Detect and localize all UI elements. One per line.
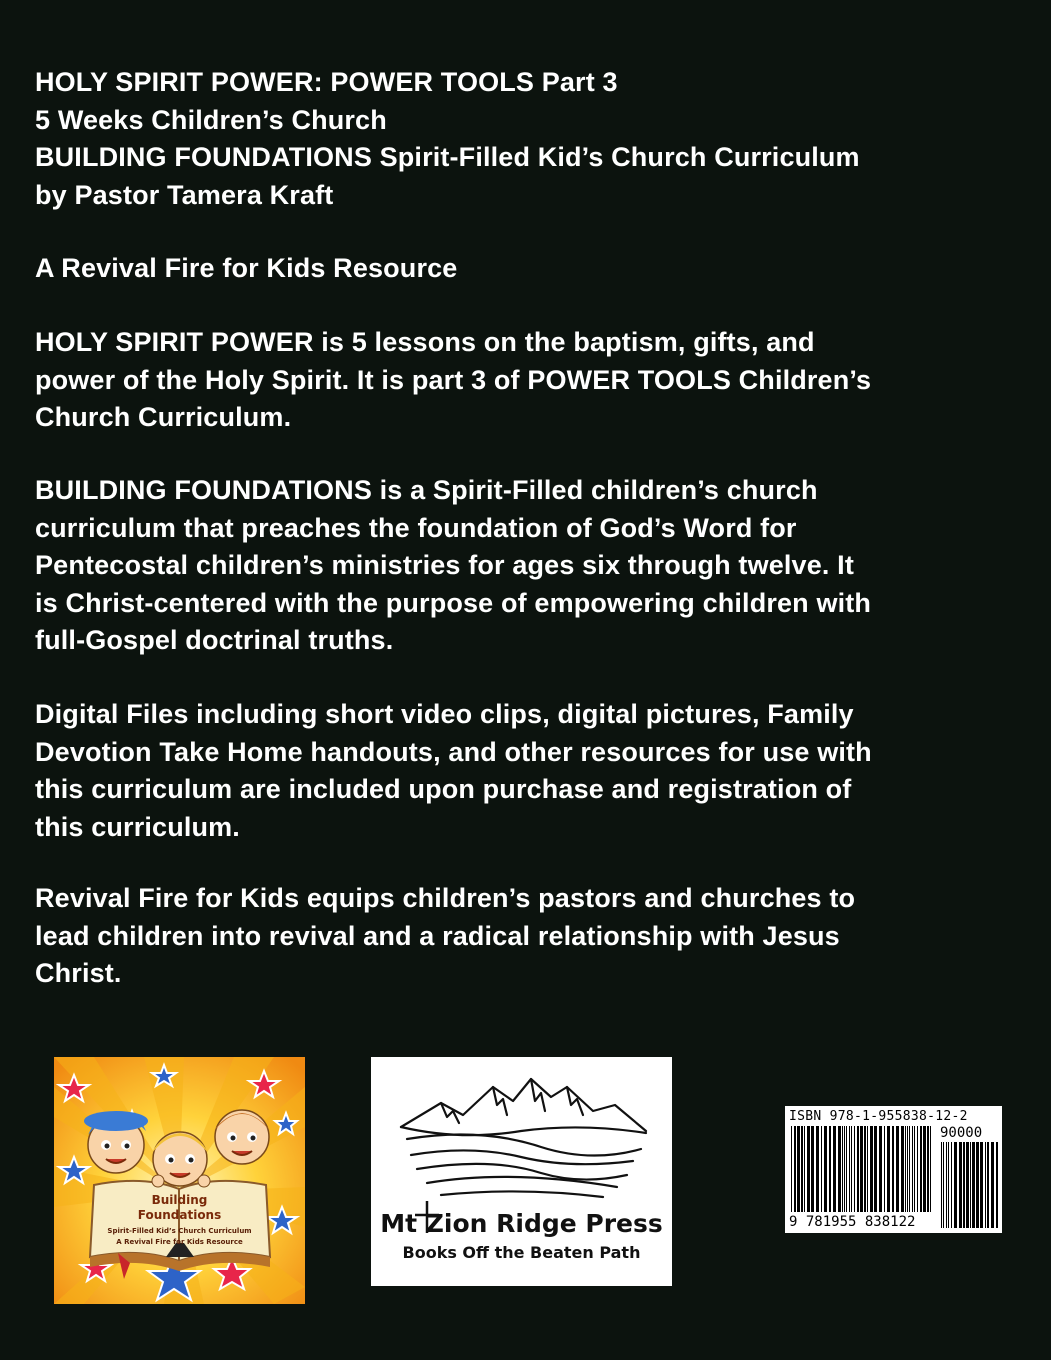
publisher-tagline: Books Off the Beaten Path	[402, 1243, 641, 1262]
barcode-bar	[838, 1126, 841, 1212]
barcode-bar	[946, 1142, 947, 1228]
barcode-bar	[811, 1126, 814, 1212]
paragraph-line: is Christ-centered with the purpose of empowering children with	[35, 587, 872, 618]
barcode-bar	[901, 1126, 904, 1212]
barcode-bar	[829, 1126, 831, 1212]
barcode-bar	[920, 1126, 922, 1212]
paragraph-holy-spirit-power	[35, 324, 1025, 437]
barcode-bar	[884, 1126, 885, 1212]
paragraph-line: this curriculum are included upon purchase and registration of	[35, 774, 852, 804]
barcode-bar	[980, 1142, 983, 1228]
barcode-bar	[824, 1126, 827, 1212]
barcode-bar	[874, 1126, 877, 1212]
subtitle-line: 5 Weeks Children’s Church	[35, 104, 387, 135]
barcode-bar	[851, 1126, 852, 1212]
bf-subtitle-line2: A Revival Fire for Kids Resource	[116, 1238, 243, 1246]
paragraph-line: Devotion Take Home handouts, and other resources for use with	[35, 736, 872, 767]
barcode-bar	[972, 1142, 975, 1228]
barcode-bar	[985, 1142, 986, 1228]
barcode-bar	[864, 1126, 866, 1212]
barcode-bar	[966, 1142, 969, 1228]
barcode-bar	[842, 1126, 843, 1212]
paragraph-line: Church Curriculum.	[35, 402, 292, 432]
barcode-bar	[909, 1126, 910, 1212]
barcode-bar	[976, 1142, 979, 1228]
paragraph-line: Digital Files including short video clips, digital pictures, Family	[35, 699, 854, 729]
bf-title-line2: Foundations	[137, 1208, 222, 1222]
barcode-bar	[844, 1126, 845, 1212]
barcode-bar	[887, 1126, 890, 1212]
publisher-logo	[371, 1057, 672, 1286]
author-line: by Pastor Tamera Kraft	[35, 179, 334, 210]
bf-title-line1: Building	[151, 1193, 208, 1207]
barcode-bar	[959, 1142, 962, 1228]
barcode-bar	[914, 1126, 915, 1212]
barcode-bar	[870, 1126, 873, 1212]
paragraph-line: HOLY SPIRIT POWER is 5 lessons on the baptism, gifts, and	[35, 327, 815, 357]
barcode-bar	[821, 1126, 822, 1212]
barcode-bar	[991, 1142, 994, 1228]
barcode-bar	[797, 1126, 800, 1212]
paragraph-digital-files	[35, 696, 1025, 846]
barcode-bar	[791, 1126, 792, 1212]
barcode-bar	[970, 1142, 971, 1228]
barcode-bar	[867, 1126, 868, 1212]
barcode-bar	[923, 1126, 926, 1212]
barcode-bar	[807, 1126, 810, 1212]
barcode-bar	[954, 1142, 957, 1228]
barcode-bar	[860, 1126, 863, 1212]
building-foundations-logo	[54, 1057, 305, 1304]
barcode-bar	[987, 1142, 989, 1228]
barcode-bar	[794, 1126, 796, 1212]
barcode-bar	[951, 1142, 952, 1228]
bf-subtitle-line1: Spirit-Filled Kid’s Church Curriculum	[107, 1227, 252, 1235]
title-line: HOLY SPIRIT POWER: POWER TOOLS Part 3	[35, 67, 618, 97]
barcode-bar	[930, 1126, 931, 1212]
barcode-bar	[879, 1126, 882, 1212]
barcode-bar	[917, 1126, 918, 1212]
building-foundations-artwork	[54, 1057, 305, 1304]
paragraph-revival-fire	[35, 880, 1025, 993]
barcode-bar	[816, 1126, 819, 1212]
barcode-bar	[905, 1126, 906, 1212]
barcode-bar	[996, 1142, 998, 1228]
barcode-bar	[801, 1126, 803, 1212]
barcode-bar	[943, 1142, 944, 1228]
paragraph-line: Pentecostal children’s ministries for ages six through twelve. It	[35, 550, 854, 580]
isbn-barcode	[785, 1106, 1002, 1233]
paragraph-line: BUILDING FOUNDATIONS is a Spirit-Filled children’s church	[35, 475, 818, 505]
barcode-bar	[857, 1126, 859, 1212]
barcode-bar	[892, 1126, 894, 1212]
title-block	[35, 64, 1025, 214]
barcode-bar	[804, 1126, 805, 1212]
barcode-bar	[948, 1142, 949, 1228]
paragraph-line: lead children into revival and a radical relationship with Jesus	[35, 920, 840, 951]
isbn-addon-digits: 90000	[940, 1125, 983, 1141]
barcode-bar	[927, 1126, 929, 1212]
publisher-name: Mt Zion Ridge Press	[380, 1209, 663, 1238]
series-line: BUILDING FOUNDATIONS Spirit-Filled Kid’s Church Curriculum	[35, 142, 860, 172]
barcode-bar	[912, 1126, 913, 1212]
barcode-bar	[896, 1126, 899, 1212]
paragraph-building-foundations	[35, 472, 1025, 660]
barcode-bar	[963, 1142, 965, 1228]
isbn-ean-digits: 9 781955 838122	[789, 1214, 916, 1230]
paragraph-line: power of the Holy Spirit. It is part 3 of POWER TOOLS Children’s	[35, 364, 872, 395]
resource-line	[35, 250, 1025, 288]
paragraph-line: this curriculum.	[35, 811, 240, 842]
barcode-bar	[941, 1142, 942, 1228]
paragraph-line: curriculum that preaches the foundation of God’s Word for	[35, 512, 797, 543]
paragraph-line: Revival Fire for Kids equips children’s pastors and churches to	[35, 883, 856, 913]
paragraph-line: full-Gospel doctrinal truths.	[35, 625, 394, 655]
barcode-bar	[846, 1126, 847, 1212]
barcode-bar	[833, 1126, 836, 1212]
barcode-bar	[907, 1126, 908, 1212]
resource-text: A Revival Fire for Kids Resource	[35, 253, 458, 283]
barcode-bar	[849, 1126, 850, 1212]
paragraph-line: Christ.	[35, 958, 122, 988]
barcode-bar	[854, 1126, 855, 1212]
isbn-label: ISBN 978-1-955838-12-2	[789, 1109, 968, 1124]
